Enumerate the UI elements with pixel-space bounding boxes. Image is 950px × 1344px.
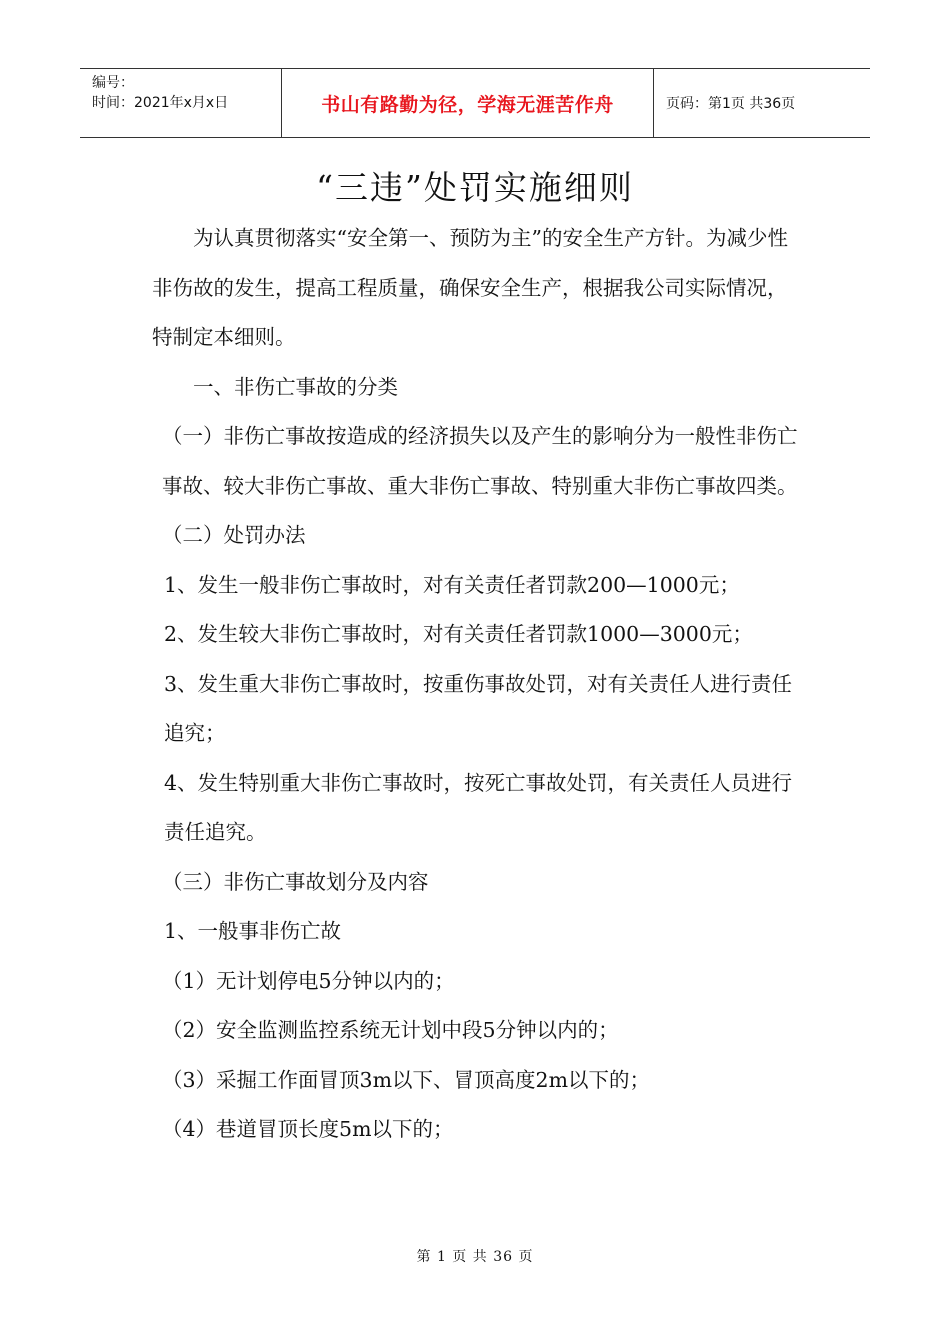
penalty-item: 4、发生特别重大非伤亡事故时，按死亡事故处罚，有关责任人员进行责任追究。 xyxy=(164,770,793,844)
penalty-item: 2、发生较大非伤亡事故时，对有关责任者罚款1000—3000元； xyxy=(164,622,753,646)
document-title: “三违”处罚实施细则 xyxy=(316,168,634,207)
header-motto: 书山有路勤为径，学海无涯苦作舟 xyxy=(282,69,654,137)
subsection-heading: （二）处罚办法 xyxy=(162,523,306,547)
document-number-label: 编号： xyxy=(92,75,134,91)
document-body xyxy=(152,214,802,1155)
document-header xyxy=(80,68,870,138)
subsection-heading: （三）非伤亡事故划分及内容 xyxy=(162,869,429,894)
subsection-paragraph: （一）非伤亡事故按造成的经济损失以及产生的影响分为一般性非伤亡事故、较大非伤亡事故、重大非伤亡事故、特别重大非伤亡事故四类。 xyxy=(162,424,798,498)
penalty-item: 3、发生重大非伤亡事故时，按重伤事故处罚，对有关责任人进行责任追究； xyxy=(164,671,793,745)
list-item: （4）巷道冒顶长度5m以下的； xyxy=(162,1117,454,1141)
header-page-info: 页码：第1页 共36页 xyxy=(666,96,796,112)
intro-paragraph: 为认真贯彻落实“安全第一、预防为主”的安全生产方针。为减少性非伤故的发生，提高工程质量，确保安全生产，根据我公司实际情况，特制定本细则。 xyxy=(152,226,788,349)
list-item: （2）安全监测监控系统无计划中段5分钟以内的； xyxy=(162,1018,619,1042)
section-heading: 一、非伤亡事故的分类 xyxy=(193,374,398,399)
document-date-label: 时间：2021年x月x日 xyxy=(92,95,229,111)
header-meta-cell xyxy=(80,69,282,137)
list-item: （3）采掘工作面冒顶3m以下、冒顶高度2m以下的； xyxy=(162,1067,651,1092)
list-item: （1）无计划停电5分钟以内的； xyxy=(162,968,455,993)
category-heading: 1、一般事非伤亡故 xyxy=(164,919,342,943)
page-footer: 第 1 页 共 36 页 xyxy=(416,1249,534,1265)
penalty-item: 1、发生一般非伤亡事故时，对有关责任者罚款200—1000元； xyxy=(164,572,740,597)
